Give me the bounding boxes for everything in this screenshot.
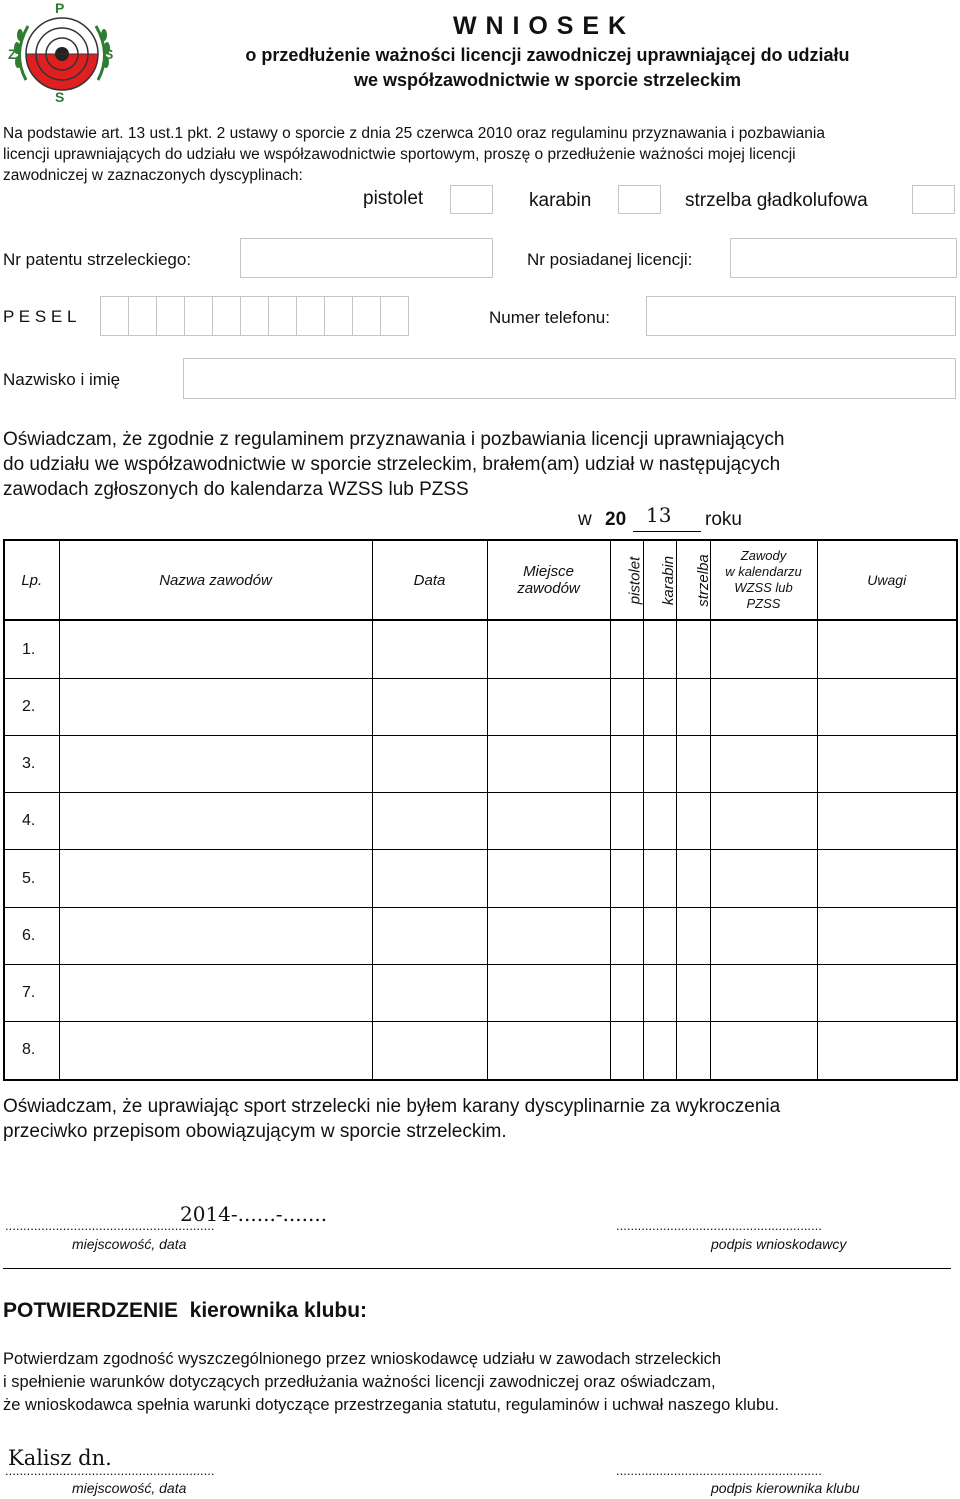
cell-calendar[interactable] [710,1021,817,1080]
document-subtitle-line1: o przedłużenie ważności licencji zawodniczej uprawniającej do udziału [245,45,850,65]
competitions-table [3,539,958,1081]
pesel-digit-cell[interactable] [101,297,129,335]
pesel-digit-cell[interactable] [381,297,408,335]
declaration2-line1: Oświadczam, że uprawiając sport strzelecki nie byłem karany dyscyplinarnie za wykroczenia [3,1096,781,1117]
pesel-digit-cell[interactable] [297,297,325,335]
pesel-digit-cell[interactable] [269,297,297,335]
header-pistolet-label: pistolet [625,556,643,604]
year-handwritten[interactable]: 13 [646,503,672,527]
cell-name[interactable] [59,850,372,907]
row-number: 2. [4,679,59,736]
cell-name[interactable] [59,1021,372,1080]
year-blank-line [633,531,701,532]
cell-name[interactable] [59,793,372,850]
cell-date[interactable] [372,793,487,850]
cell-pistolet[interactable] [610,850,643,907]
license-field[interactable] [730,238,957,278]
cell-karabin[interactable] [643,679,676,736]
confirmation-line1: Potwierdzam zgodność wyszczególnionego przez wnioskodawcę udziału w zawodach strzeleckich [3,1350,722,1368]
patent-field[interactable] [240,238,493,278]
cell-strzelba[interactable] [676,736,710,793]
cell-calendar[interactable] [710,620,817,679]
table-row [4,907,957,964]
cell-place[interactable] [487,679,610,736]
discipline-label-strzelba: strzelba gładkolufowa [685,190,868,211]
cell-calendar[interactable] [710,964,817,1021]
year-suffix: roku [705,509,742,530]
table-row [4,850,957,907]
cell-pistolet[interactable] [610,620,643,679]
cell-uwagi[interactable] [817,620,957,679]
cell-strzelba[interactable] [676,793,710,850]
cell-strzelba[interactable] [676,964,710,1021]
cell-pistolet[interactable] [610,964,643,1021]
cell-karabin[interactable] [643,964,676,1021]
cell-calendar[interactable] [710,793,817,850]
cell-name[interactable] [59,620,372,679]
declaration2-line2: przeciwko przepisom obowiązującym w sporcie strzeleckim. [3,1121,507,1142]
discipline-label-karabin: karabin [529,190,592,211]
applicant-date-dots: .......................................................... [5,1218,215,1233]
row-number: 7. [4,964,59,1021]
cell-calendar[interactable] [710,736,817,793]
discipline-checkbox-pistolet[interactable] [450,185,493,214]
header-date: Data [372,540,487,620]
cell-strzelba[interactable] [676,850,710,907]
cell-karabin[interactable] [643,907,676,964]
cell-date[interactable] [372,679,487,736]
header-place-line2: zawodów [517,580,580,597]
table-row [4,736,957,793]
cell-place[interactable] [487,907,610,964]
table-row [4,793,957,850]
header-strzelba [676,540,710,620]
header-place-line1: Miejsce [523,563,574,580]
cell-date[interactable] [372,907,487,964]
row-number: 5. [4,850,59,907]
name-label: Nazwisko i imię [3,370,121,389]
row-number: 3. [4,736,59,793]
table-row [4,1021,957,1080]
confirmation-heading: POTWIERDZENIE kierownika klubu: [3,1299,368,1322]
pesel-label: P E S E L [3,307,77,326]
cell-calendar[interactable] [710,907,817,964]
intro-line2: licencji uprawniających do udziału we współzawodnictwie sportowym, proszę o przedłużenie ważności mojej licencji [3,146,796,163]
discipline-checkbox-karabin[interactable] [618,185,661,214]
cell-karabin[interactable] [643,620,676,679]
header-calendar-line3: WZSS lub [734,580,793,595]
cell-calendar[interactable] [710,850,817,907]
phone-field[interactable] [646,296,956,336]
cell-karabin[interactable] [643,1021,676,1080]
club-date-caption: miejscowość, data [72,1480,187,1496]
header-karabin-label: karabin [659,555,677,605]
cell-uwagi[interactable] [817,793,957,850]
cell-uwagi[interactable] [817,907,957,964]
applicant-signature-caption: podpis wnioskodawcy [711,1236,847,1252]
header-lp: Lp. [4,540,59,620]
applicant-handwritten-date[interactable]: 2014-......-....... [180,1202,328,1226]
header-strzelba-label: strzelba [694,553,712,607]
cell-date[interactable] [372,850,487,907]
applicant-date-caption: miejscowość, data [72,1236,187,1252]
header-calendar-line4: PZSS [746,596,781,611]
confirmation-line2: i spełnienie warunków dotyczących przedłużania ważności licencji zawodniczej oraz oświadczam, [3,1373,716,1391]
header-calendar [710,540,817,620]
pesel-digit-cell[interactable] [129,297,157,335]
cell-uwagi[interactable] [817,850,957,907]
cell-karabin[interactable] [643,850,676,907]
cell-date[interactable] [372,620,487,679]
cell-uwagi[interactable] [817,736,957,793]
cell-name[interactable] [59,964,372,1021]
logo-letter-s2: S [55,89,65,105]
row-number: 8. [4,1021,59,1080]
club-signature-caption: podpis kierownika klubu [711,1480,860,1496]
table-row [4,964,957,1021]
row-number: 1. [4,620,59,679]
table-row [4,679,957,736]
header-place [487,540,610,620]
header-pistolet [610,540,643,620]
cell-name[interactable] [59,679,372,736]
club-handwritten-place[interactable]: Kalisz dn. [8,1446,112,1470]
header-calendar-line2: w kalendarzu [725,564,802,579]
cell-strzelba[interactable] [676,1021,710,1080]
year-prefix: w [578,509,592,530]
document-title: W N I O S E K [452,12,628,40]
cell-name[interactable] [59,907,372,964]
cell-karabin[interactable] [643,736,676,793]
table-row [4,620,957,679]
declaration1-line2: do udziału we współzawodnictwie w sporcie strzeleckim, brałem(am) udział w następujących [3,454,781,475]
row-number: 6. [4,907,59,964]
header-calendar-line1: Zawody [740,548,787,563]
pesel-digit-cell[interactable] [213,297,241,335]
cell-date[interactable] [372,736,487,793]
pesel-digit-cell[interactable] [325,297,353,335]
header-uwagi: Uwagi [817,540,957,620]
club-signature-dots: ......................................................... [616,1463,822,1478]
name-field[interactable] [183,358,956,399]
cell-uwagi[interactable] [817,679,957,736]
pesel-digit-cell[interactable] [241,297,269,335]
discipline-checkbox-strzelba[interactable] [912,185,955,214]
cell-place[interactable] [487,620,610,679]
pesel-digit-cell[interactable] [157,297,185,335]
cell-uwagi[interactable] [817,1021,957,1080]
pesel-digit-cell[interactable] [185,297,213,335]
discipline-label-pistolet: pistolet [363,188,424,209]
cell-place[interactable] [487,964,610,1021]
cell-place[interactable] [487,793,610,850]
patent-label: Nr patentu strzeleckiego: [3,250,192,269]
row-number: 4. [4,793,59,850]
document-subtitle-line2: we współzawodnictwie w sporcie strzeleckim [353,70,742,90]
declaration1-line1: Oświadczam, że zgodnie z regulaminem przyznawania i pozbawiania licencji uprawniających [3,429,785,450]
intro-line1: Na podstawie art. 13 ust.1 pkt. 2 ustawy o sporcie z dnia 25 czerwca 2010 oraz regulaminu przyznawania i pozbawiania [3,125,825,142]
year-century: 20 [605,509,627,530]
declaration1-line3: zawodach zgłoszonych do kalendarza WZSS lub PZSS [3,479,469,500]
license-label: Nr posiadanej licencji: [527,250,693,269]
intro-line3: zawodniczej w zaznaczonych dyscyplinach: [3,167,303,184]
logo-letter-s1: S [104,46,114,62]
cell-strzelba[interactable] [676,907,710,964]
cell-karabin[interactable] [643,793,676,850]
cell-place[interactable] [487,850,610,907]
phone-label: Numer telefonu: [489,308,610,327]
pesel-field[interactable] [100,296,409,336]
pzss-logo [6,2,118,106]
cell-name[interactable] [59,736,372,793]
section-divider [3,1268,951,1269]
cell-strzelba[interactable] [676,679,710,736]
cell-pistolet[interactable] [610,1021,643,1080]
cell-pistolet[interactable] [610,736,643,793]
cell-strzelba[interactable] [676,620,710,679]
club-date-dots: .......................................................... [5,1463,215,1478]
cell-date[interactable] [372,1021,487,1080]
cell-pistolet[interactable] [610,907,643,964]
logo-letter-z: Z [8,46,17,62]
cell-place[interactable] [487,736,610,793]
cell-uwagi[interactable] [817,964,957,1021]
cell-calendar[interactable] [710,679,817,736]
logo-letter-p: P [55,0,65,16]
cell-place[interactable] [487,1021,610,1080]
header-karabin [643,540,676,620]
cell-pistolet[interactable] [610,679,643,736]
applicant-signature-dots: ......................................................... [616,1218,822,1233]
cell-pistolet[interactable] [610,793,643,850]
header-competition-name: Nazwa zawodów [59,540,372,620]
confirmation-line3: że wnioskodawca spełnia warunki dotyczące przestrzegania statutu, regulaminów i uchwał naszego klubu. [3,1396,779,1414]
pesel-digit-cell[interactable] [353,297,381,335]
cell-date[interactable] [372,964,487,1021]
